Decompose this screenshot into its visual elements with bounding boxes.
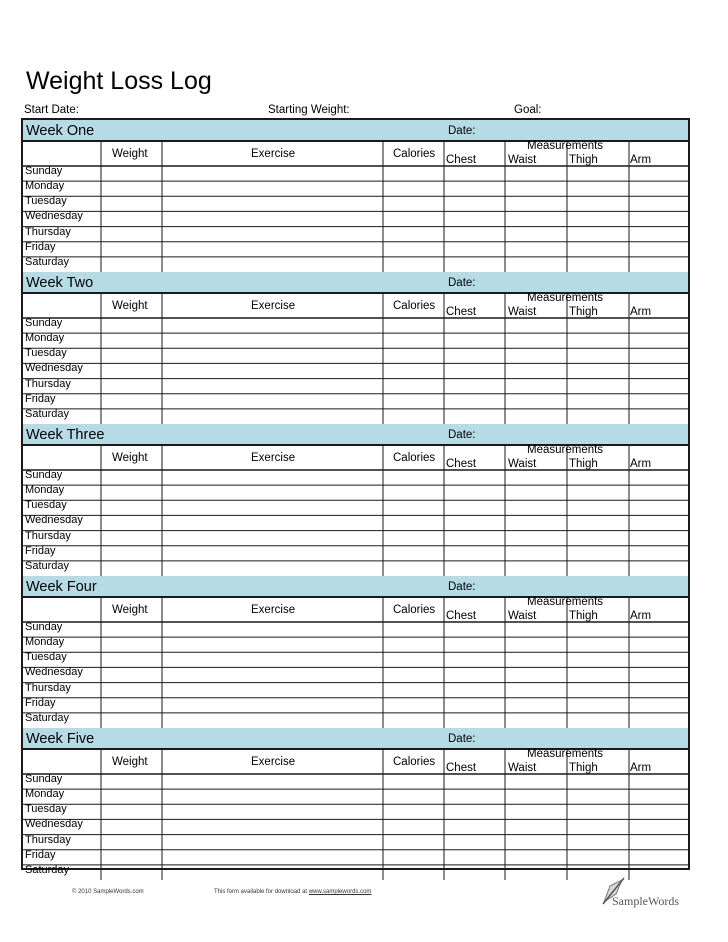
week-section — [23, 120, 688, 272]
measurements-header: Measurements — [527, 292, 604, 304]
chest-header: Chest — [446, 306, 477, 318]
day-label: Saturday — [25, 711, 70, 724]
thigh-header: Thigh — [569, 610, 598, 622]
week-name: Week Five — [26, 731, 95, 747]
day-label: Monday — [25, 636, 65, 649]
day-label: Tuesday — [25, 651, 67, 664]
exercise-header: Exercise — [251, 604, 296, 616]
day-label: Tuesday — [25, 803, 67, 816]
logo-text: SampleWords — [612, 894, 680, 908]
footer-availability: This form available for download at — [214, 889, 308, 895]
day-label: Tuesday — [25, 195, 67, 208]
day-label: Sunday — [25, 469, 63, 481]
measurements-header: Measurements — [527, 596, 604, 608]
arm-header: Arm — [630, 610, 652, 622]
exercise-header: Exercise — [251, 300, 296, 312]
week-name: Week One — [26, 123, 95, 139]
measurements-header: Measurements — [527, 748, 604, 760]
day-label: Friday — [25, 392, 56, 405]
day-label: Thursday — [25, 529, 71, 542]
goal-label: Goal: — [514, 104, 542, 116]
waist-header: Waist — [508, 306, 537, 318]
exercise-header: Exercise — [251, 452, 296, 464]
chest-header: Chest — [446, 610, 477, 622]
week-date-label: Date: — [448, 125, 476, 137]
week-section — [23, 576, 688, 728]
thigh-header: Thigh — [569, 154, 598, 166]
chest-header: Chest — [446, 154, 477, 166]
day-label: Wednesday — [25, 818, 83, 831]
day-label: Sunday — [25, 621, 63, 633]
week-date-label: Date: — [448, 277, 476, 289]
day-label: Wednesday — [25, 210, 83, 223]
footer-note — [214, 889, 371, 895]
day-label: Saturday — [25, 559, 70, 572]
day-label: Monday — [25, 332, 65, 345]
weight-header: Weight — [112, 148, 148, 160]
waist-header: Waist — [508, 154, 537, 166]
day-label: Wednesday — [25, 666, 83, 679]
thigh-header: Thigh — [569, 306, 598, 318]
day-label: Thursday — [25, 225, 71, 238]
arm-header: Arm — [630, 762, 652, 774]
chest-header: Chest — [446, 458, 477, 470]
day-label: Saturday — [25, 407, 70, 420]
day-label: Tuesday — [25, 499, 67, 512]
weight-header: Weight — [112, 300, 148, 312]
calories-header: Calories — [393, 604, 436, 616]
weight-header: Weight — [112, 452, 148, 464]
arm-header: Arm — [630, 154, 652, 166]
start-date-label: Start Date: — [24, 104, 79, 116]
footer-url[interactable]: www.samplewords.com — [308, 889, 372, 895]
waist-header: Waist — [508, 458, 537, 470]
week-section — [23, 272, 688, 424]
thigh-header: Thigh — [569, 762, 598, 774]
measurements-header: Measurements — [527, 140, 604, 152]
chest-header: Chest — [446, 762, 477, 774]
week-name: Week Two — [26, 275, 94, 291]
week-name: Week Three — [26, 427, 105, 443]
copyright-text: © 2010 SampleWords.com — [72, 889, 144, 895]
week-date-label: Date: — [448, 429, 476, 441]
day-label: Monday — [25, 484, 65, 497]
measurements-header: Measurements — [527, 444, 604, 456]
day-label: Friday — [25, 240, 56, 253]
week-section — [23, 728, 688, 880]
exercise-header: Exercise — [251, 756, 296, 768]
calories-header: Calories — [393, 756, 436, 768]
calories-header: Calories — [393, 148, 436, 160]
page-title: Weight Loss Log — [26, 67, 212, 95]
thigh-header: Thigh — [569, 458, 598, 470]
waist-header: Waist — [508, 762, 537, 774]
waist-header: Waist — [508, 610, 537, 622]
starting-weight-label: Starting Weight: — [268, 104, 350, 116]
day-label: Sunday — [25, 165, 63, 177]
day-label: Saturday — [25, 863, 70, 876]
calories-header: Calories — [393, 452, 436, 464]
week-section — [23, 424, 688, 576]
weight-header: Weight — [112, 604, 148, 616]
day-label: Monday — [25, 180, 65, 193]
arm-header: Arm — [630, 306, 652, 318]
day-label: Sunday — [25, 317, 63, 329]
day-label: Friday — [25, 696, 56, 709]
day-label: Tuesday — [25, 347, 67, 360]
weight-log-table — [21, 118, 690, 876]
day-label: Thursday — [25, 377, 71, 390]
samplewords-logo — [600, 876, 695, 910]
arm-header: Arm — [630, 458, 652, 470]
day-label: Thursday — [25, 681, 71, 694]
day-label: Friday — [25, 544, 56, 557]
day-label: Friday — [25, 848, 56, 861]
day-label: Thursday — [25, 833, 71, 846]
week-date-label: Date: — [448, 733, 476, 745]
week-date-label: Date: — [448, 581, 476, 593]
day-label: Saturday — [25, 255, 70, 268]
day-label: Wednesday — [25, 362, 83, 375]
weight-header: Weight — [112, 756, 148, 768]
exercise-header: Exercise — [251, 148, 296, 160]
day-label: Monday — [25, 788, 65, 801]
week-name: Week Four — [26, 579, 97, 595]
day-label: Sunday — [25, 773, 63, 785]
day-label: Wednesday — [25, 514, 83, 527]
calories-header: Calories — [393, 300, 436, 312]
